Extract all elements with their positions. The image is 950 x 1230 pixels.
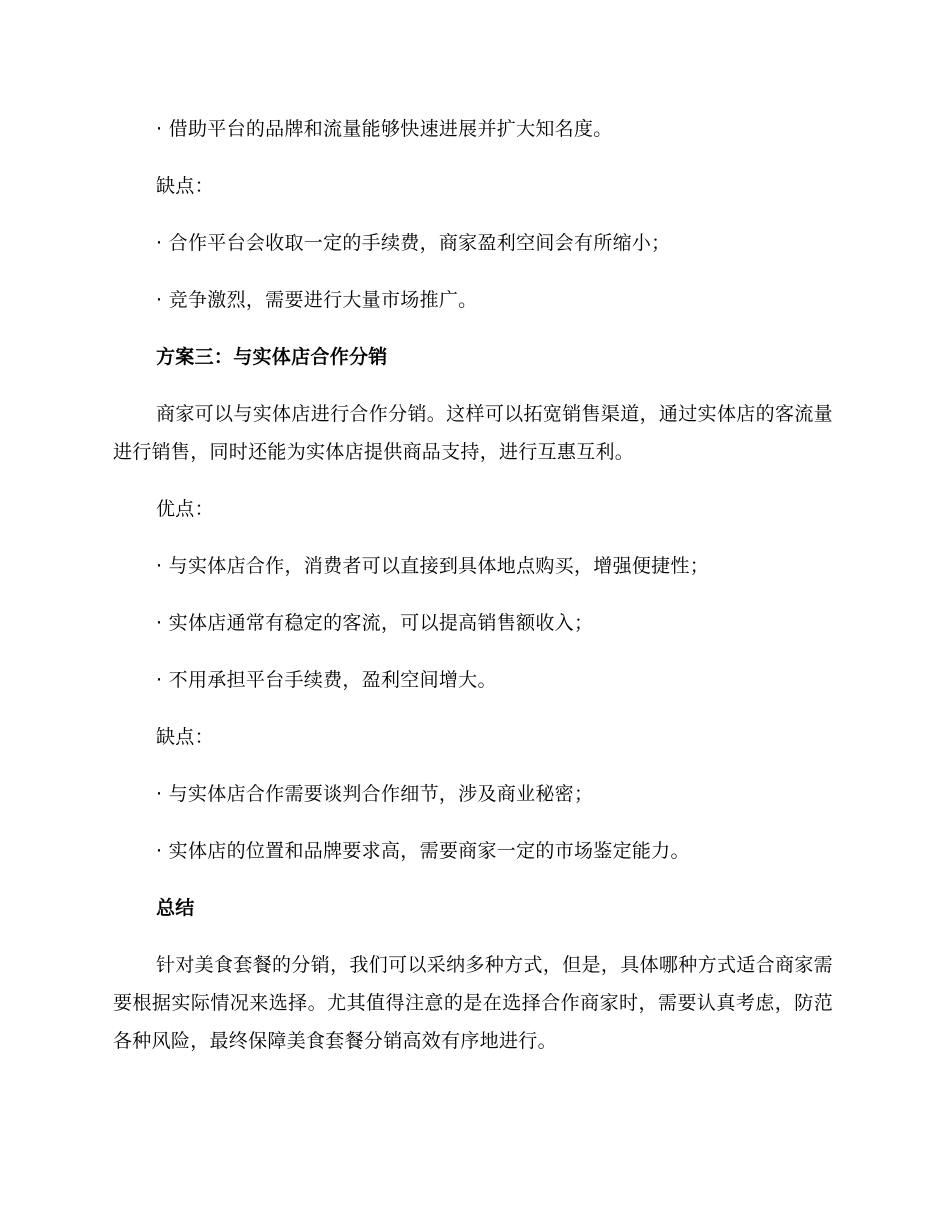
- bullet-item: · 竞争激烈，需要进行大量市场推广。: [156, 289, 478, 311]
- cons-label: 缺点：: [156, 726, 214, 748]
- section-heading: 方案三：与实体店合作分销: [156, 346, 388, 368]
- document-body: [113, 110, 833, 1079]
- bullet-item: · 与实体店合作，消费者可以直接到具体地点购买，增强便捷性；: [156, 555, 710, 577]
- bullet-item: · 实体店的位置和品牌要求高，需要商家一定的市场鉴定能力。: [156, 840, 690, 862]
- pros-label: 优点：: [156, 498, 214, 520]
- body-paragraph: 针对美食套餐的分销，我们可以采纳多种方式，但是，具体哪种方式适合商家需要根据实际情况来选择。尤其值得注意的是在选择合作商家时，需要认真考虑，防范各种风险，最终保障美食套餐分销高效有序地进行。: [113, 954, 833, 1052]
- cons-label: 缺点：: [156, 175, 214, 197]
- bullet-item: · 与实体店合作需要谈判合作细节，涉及商业秘密；: [156, 783, 594, 805]
- bullet-item: · 不用承担平台手续费，盈利空间增大。: [156, 669, 497, 691]
- section-heading: 总结: [156, 897, 195, 919]
- bullet-item: · 借助平台的品牌和流量能够快速进展并扩大知名度。: [156, 118, 613, 140]
- bullet-item: · 实体店通常有稳定的客流，可以提高销售额收入；: [156, 612, 594, 634]
- bullet-item: · 合作平台会收取一定的手续费，商家盈利空间会有所缩小；: [156, 232, 671, 254]
- body-paragraph: 商家可以与实体店进行合作分销。这样可以拓宽销售渠道，通过实体店的客流量进行销售，同时还能为实体店提供商品支持，进行互惠互利。: [113, 403, 833, 463]
